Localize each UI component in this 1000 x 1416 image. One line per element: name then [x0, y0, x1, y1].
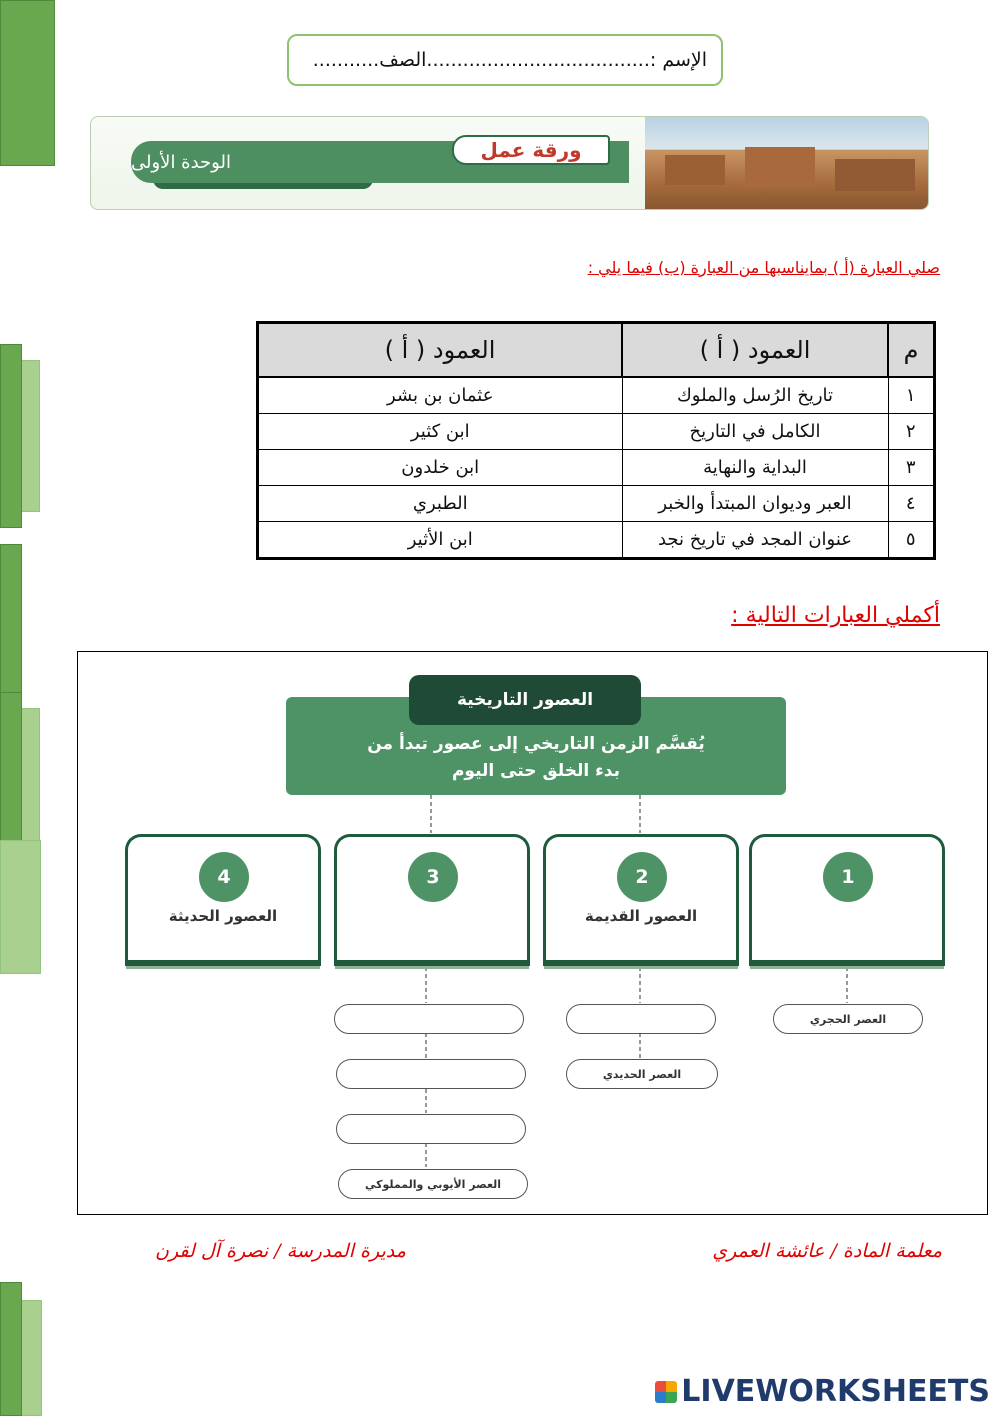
era-box-3 [334, 834, 530, 960]
worksheet-tag-text: ورقة عمل [480, 138, 582, 162]
worksheet-banner [90, 116, 929, 210]
teacher-signature: معلمة المادة / عائشة العمري [712, 1240, 942, 1262]
student-name-field[interactable] [287, 34, 723, 86]
table-row [258, 522, 935, 559]
description-line-2: بدء الخلق حتى اليوم [451, 761, 621, 781]
era-label: العصور القديمة [584, 907, 698, 925]
row-column-a[interactable]: تاريخ الرُسل والملوك [622, 377, 888, 414]
sub-era-oval: العصر الأيوبي والمملوكي [338, 1169, 528, 1199]
era-number: 1 [823, 852, 873, 902]
diagram-title-text: العصور التاريخية [456, 690, 594, 710]
table-row [258, 414, 935, 450]
era-base [125, 960, 321, 966]
era-number: 3 [408, 852, 458, 902]
era-box-4 [125, 834, 321, 960]
row-column-a[interactable]: البداية والنهاية [622, 450, 888, 486]
table-row [258, 450, 935, 486]
sub-era-blank[interactable] [336, 1059, 526, 1089]
table-row [258, 377, 935, 414]
matching-instruction: صلي العبارة (أ ) بمايناسبها من العبارة (ب) فيما يلي : [587, 258, 940, 277]
worksheet-tag [452, 135, 610, 165]
header-column-a: العمود ( أ ) [622, 323, 888, 378]
sub-era-blank[interactable] [334, 1004, 524, 1034]
header-column-b: العمود ( أ ) [258, 323, 623, 378]
watermark-text: LIVEWORKSHEETS [681, 1374, 990, 1409]
unit-title-text: الوحدة الأولى [131, 151, 231, 173]
matching-table [256, 321, 936, 560]
row-number: ٤ [888, 486, 935, 522]
sub-era-oval: العصر الحجري [773, 1004, 923, 1034]
sub-era-blank[interactable] [566, 1004, 716, 1034]
era-number: 2 [617, 852, 667, 902]
era-number: 4 [199, 852, 249, 902]
liveworksheets-watermark [655, 1374, 990, 1409]
decorative-bar [0, 840, 41, 974]
row-column-b[interactable]: الطبري [258, 486, 623, 522]
row-column-a[interactable]: العبر وديوان المبتدأ والخبر [622, 486, 888, 522]
table-row [258, 486, 935, 522]
diagram-title [409, 675, 641, 725]
row-column-b[interactable]: عثمان بن بشر [258, 377, 623, 414]
table-header-row [258, 323, 935, 378]
sub-era-oval: العصر الحديدي [566, 1059, 718, 1089]
row-column-b[interactable]: ابن الأثير [258, 522, 623, 559]
header-number: م [888, 323, 935, 378]
decorative-bar [0, 344, 22, 528]
row-number: ١ [888, 377, 935, 414]
era-box-1 [749, 834, 945, 960]
decorative-bar [0, 0, 55, 166]
era-base [749, 960, 945, 966]
row-number: ٣ [888, 450, 935, 486]
era-box-2 [543, 834, 739, 960]
heritage-photo [645, 117, 928, 209]
row-column-b[interactable]: ابن خلدون [258, 450, 623, 486]
liveworksheets-logo-icon [655, 1381, 677, 1403]
row-number: ٥ [888, 522, 935, 559]
row-column-a[interactable]: الكامل في التاريخ [622, 414, 888, 450]
principal-signature: مديرة المدرسة / نصرة آل لقرن [155, 1240, 406, 1262]
decorative-bar [0, 544, 22, 696]
row-column-b[interactable]: ابن كثير [258, 414, 623, 450]
era-base [543, 960, 739, 966]
era-label: العصور الحديثة [168, 907, 278, 925]
row-number: ٢ [888, 414, 935, 450]
decorative-bar [0, 1282, 22, 1416]
row-column-a[interactable]: عنوان المجد في تاريخ نجد [622, 522, 888, 559]
description-line-1: يُقسَّم الزمن التاريخي إلى عصور تبدأ من [367, 734, 705, 754]
complete-instruction: أكملي العبارات التالية : [731, 603, 940, 628]
era-base [334, 960, 530, 966]
sub-era-blank[interactable] [336, 1114, 526, 1144]
name-class-line: الإسم :.....................................الصف........... [312, 49, 707, 71]
